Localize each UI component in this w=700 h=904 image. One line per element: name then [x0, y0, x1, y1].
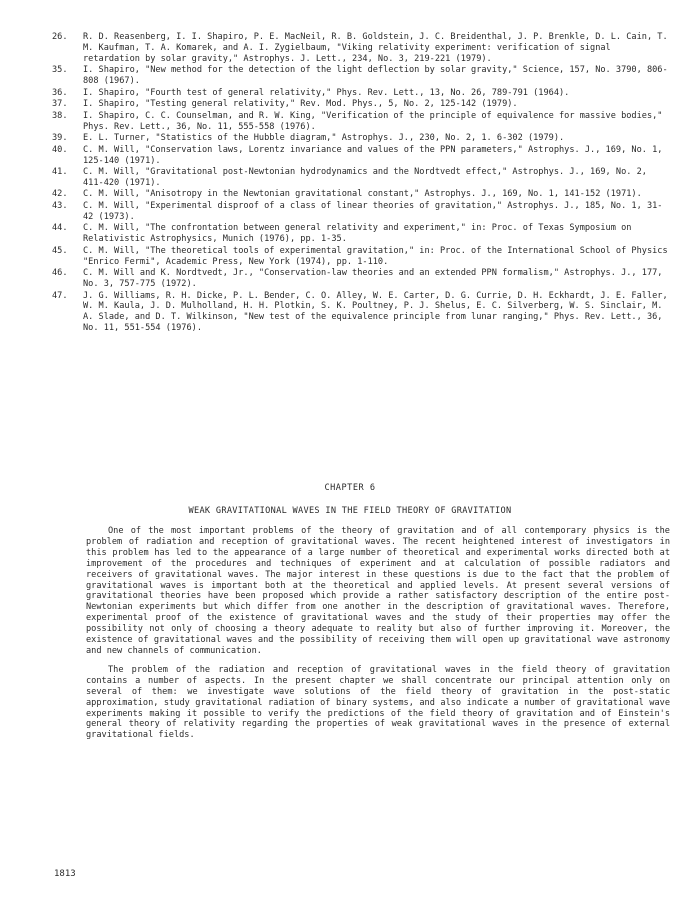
reference-number: 46. [52, 268, 68, 279]
reference-number: 44. [52, 223, 68, 234]
reference-text: R. D. Reasenberg, I. I. Shapiro, P. E. MacNeil, R. B. Goldstein, J. C. Breidenthal, J. P. Brenkle, D. L. Cain, T. M. Kaufman, T. A. Komarek, and A. I. Zygielbaum, "Viking relativity experiment: verification of signal retardation by solar gravity," Astrophys. J. Lett., 234, No. 3, 219-221 (1979). [83, 32, 668, 64]
reference-number: 40. [52, 144, 68, 155]
reference-entry [52, 65, 670, 87]
reference-text: C. M. Will, "The theoretical tools of experimental gravitation," in: Proc. of the International School of Physics "Enrico Fermi", Academic Press, New York (1974), pp. 1-110. [83, 245, 668, 267]
reference-text: I. Shapiro, "New method for the detection of the light deflection by solar gravity," Science, 157, No. 3790, 806-808 (1967). [83, 65, 668, 87]
reference-entry [52, 223, 670, 245]
reference-text: C. M. Will, "Anisotropy in the Newtonian gravitational constant," Astrophys. J., 169, No. 1, 141-152 (1971). [83, 189, 642, 200]
reference-number: 36. [52, 87, 68, 98]
reference-number: 43. [52, 200, 68, 211]
reference-entry [52, 189, 670, 200]
reference-number: 41. [52, 167, 68, 178]
reference-entry [52, 111, 670, 133]
reference-entry [52, 167, 670, 189]
reference-entry [52, 32, 670, 65]
reference-number: 42. [52, 189, 68, 200]
chapter-heading: CHAPTER 6 [324, 483, 376, 493]
reference-entry [52, 88, 670, 99]
reference-number: 39. [52, 133, 68, 144]
body-text [86, 526, 670, 749]
reference-entry [52, 99, 670, 110]
reference-text: C. M. Will, "Gravitational post-Newtonian hydrodynamics and the Nordtvedt effect," Astrophys. J., 169, No. 2, 411-420 (1971). [83, 167, 647, 188]
reference-text: I. Shapiro, "Testing general relativity," Rev. Mod. Phys., 5, No. 2, 125-142 (1979). [83, 99, 518, 110]
reference-entry [52, 291, 670, 335]
paragraph-2: The problem of the radiation and reception of gravitational waves in the field theory of gravitation contains a number of aspects. In the present chapter we shall concentrate our principal attention only on several of them: we investigate wave solutions of the field theory of gravitation in the post-static approximation, study gravitational radiation of binary systems, and also indicate a number of gravitational wave experiments making it possible to verify the predictions of the field theory of gravitation and of Einstein's general theory of relativity regarding the properties of weak gravitational waves in the presence of external gravitational fields. [86, 664, 670, 741]
reference-list [52, 32, 670, 335]
reference-text: I. Shapiro, "Fourth test of general relativity," Phys. Rev. Lett., 13, No. 26, 789-791 (1964). [83, 87, 570, 98]
reference-number: 35. [52, 65, 68, 76]
reference-text: C. M. Will, "Experimental disproof of a class of linear theories of gravitation," Astrophys. J., 185, No. 1, 31-42 (1973). [83, 200, 663, 222]
reference-text: E. L. Turner, "Statistics of the Hubble diagram," Astrophys. J., 230, No. 2, 1. 6-302 (1979). [83, 133, 565, 144]
reference-entry [52, 201, 670, 223]
reference-number: 47. [52, 290, 68, 301]
reference-text: C. M. Will and K. Nordtvedt, Jr., "Conservation-law theories and an extended PPN formalism," Astrophys. J., 177, No. 3, 757-775 (1972). [83, 268, 663, 290]
reference-text: C. M. Will, "Conservation laws, Lorentz invariance and values of the PPN parameters," Astrophys. J., 169, No. 1, 125-140 (1971). [83, 144, 663, 166]
reference-entry [52, 133, 670, 144]
reference-number: 26. [52, 32, 68, 42]
reference-number: 37. [52, 99, 68, 110]
page-number: 1813 [54, 869, 76, 879]
reference-entry [52, 246, 670, 268]
paragraph-1: One of the most important problems of the theory of gravitation and of all contemporary physics is the problem of radiation and reception of gravitational waves. The recent heightened interest of investigators in this problem has led to the appearance of a large number of theoretical and experimental works directed both at improvement of the procedures and techniques of experiment and at calculation of possible radiators and receivers of gravitational waves. The major interest in these questions is due to the fact that the problem of gravitational waves is important both at the theoretical and applied levels. At present several versions of gravitational theories have been proposed which provide a rather satisfactory description of the entire post-Newtonian experiments but which differ from one another in the description of gravitational waves. Therefore, experimental proof of the existence of gravitational waves and the study of their properties may offer the possibility not only of choosing a theory adequate to reality but also of further improving it. Moreover, the existence of gravitational waves and the possibility of receiving them will open up gravitational wave astronomy and new channels of communication. [86, 526, 670, 656]
reference-number: 45. [52, 245, 68, 256]
reference-number: 38. [52, 110, 68, 121]
reference-entry [52, 268, 670, 290]
reference-text: C. M. Will, "The confrontation between general relativity and experiment," in: Proc. of Texas Symposium on Relativistic Astrophysics, Munich (1976), pp. 1-35. [83, 223, 632, 245]
reference-entry [52, 145, 670, 167]
section-heading: WEAK GRAVITATIONAL WAVES IN THE FIELD THEORY OF GRAVITATION [188, 506, 512, 516]
reference-text: J. G. Williams, R. H. Dicke, P. L. Bender, C. O. Alley, W. E. Carter, D. G. Currie, D. H. Eckhardt, J. E. Faller, W. M. Kaula, J. D. Mulholland, H. H. Plotkin, S. K. Poultney, P. J. Shelus, E. C. Silverberg, W. S. Sinclair, M. A. Slade, and D. T. Wilkinson, "New test of the equivalence principle from lunar ranging," Phys. Rev. Lett., 36, No. 11, 551-554 (1976). [83, 290, 668, 334]
reference-text: I. Shapiro, C. C. Counselman, and R. W. King, "Verification of the principle of equivalence for massive bodies," Phys. Rev. Lett., 36, No. 11, 555-558 (1976). [83, 110, 663, 132]
